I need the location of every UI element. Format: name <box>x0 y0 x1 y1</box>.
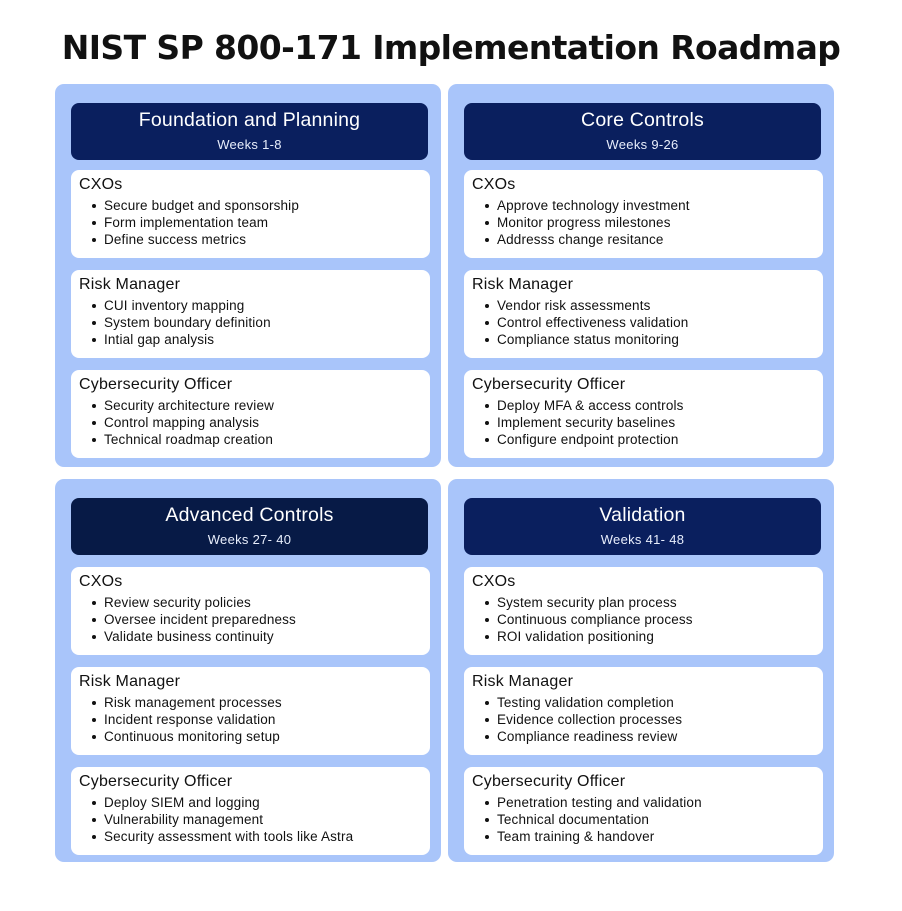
phase-header <box>71 103 428 160</box>
role-card-risk-manager <box>71 667 430 755</box>
phase-name: Validation <box>599 504 686 526</box>
role-card-cybersecurity-officer <box>71 370 430 458</box>
task-item: Continuous monitoring setup <box>94 728 422 745</box>
role-task-list <box>79 397 422 448</box>
role-task-list <box>79 197 422 248</box>
task-item: Technical documentation <box>487 811 815 828</box>
phase-name: Core Controls <box>581 109 704 131</box>
phase-header <box>464 103 821 160</box>
role-task-list <box>472 297 815 348</box>
task-item: System security plan process <box>487 594 815 611</box>
task-item: CUI inventory mapping <box>94 297 422 314</box>
role-title: Cybersecurity Officer <box>79 376 233 393</box>
phase-header <box>464 498 821 555</box>
role-title: Risk Manager <box>472 673 574 690</box>
phase-weeks: Weeks 1-8 <box>217 137 282 152</box>
role-title: Cybersecurity Officer <box>472 376 626 393</box>
phase-weeks: Weeks 9-26 <box>606 137 679 152</box>
role-task-list <box>472 694 815 745</box>
page-title: NIST SP 800-171 Implementation Roadmap <box>61 28 841 67</box>
task-item: Monitor progress milestones <box>487 214 815 231</box>
task-item: Implement security baselines <box>487 414 815 431</box>
role-card-cybersecurity-officer <box>464 767 823 855</box>
task-item: Continuous compliance process <box>487 611 815 628</box>
role-task-list <box>472 397 815 448</box>
phase-name: Advanced Controls <box>165 504 334 526</box>
phase-panel-advanced-controls <box>55 479 441 862</box>
phase-header <box>71 498 428 555</box>
role-title: CXOs <box>79 573 123 590</box>
task-item: Incident response validation <box>94 711 422 728</box>
role-title: Cybersecurity Officer <box>472 773 626 790</box>
phase-panel-core-controls <box>448 84 834 467</box>
phase-weeks: Weeks 41- 48 <box>600 532 685 547</box>
role-title: CXOs <box>472 573 516 590</box>
role-card-risk-manager <box>71 270 430 358</box>
task-item: ROI validation positioning <box>487 628 815 645</box>
role-title: Risk Manager <box>79 276 181 293</box>
task-item: Define success metrics <box>94 231 422 248</box>
task-item: Security assessment with tools like Astra <box>94 828 422 845</box>
task-item: Evidence collection processes <box>487 711 815 728</box>
task-item: Testing validation completion <box>487 694 815 711</box>
task-item: Compliance readiness review <box>487 728 815 745</box>
role-card-risk-manager <box>464 667 823 755</box>
task-item: Compliance status monitoring <box>487 331 815 348</box>
role-card-cxos <box>71 170 430 258</box>
task-item: Deploy SIEM and logging <box>94 794 422 811</box>
role-card-cybersecurity-officer <box>71 767 430 855</box>
role-title: CXOs <box>472 176 516 193</box>
task-item: Security architecture review <box>94 397 422 414</box>
role-title: Cybersecurity Officer <box>79 773 233 790</box>
phase-panel-foundation-and-planning <box>55 84 441 467</box>
task-item: Validate business continuity <box>94 628 422 645</box>
phase-weeks: Weeks 27- 40 <box>207 532 292 547</box>
role-task-list <box>472 594 815 645</box>
role-task-list <box>472 197 815 248</box>
role-task-list <box>79 297 422 348</box>
task-item: Penetration testing and validation <box>487 794 815 811</box>
role-title: Risk Manager <box>79 673 181 690</box>
task-item: System boundary definition <box>94 314 422 331</box>
task-item: Configure endpoint protection <box>487 431 815 448</box>
role-task-list <box>79 794 422 845</box>
task-item: Team training & handover <box>487 828 815 845</box>
task-item: Approve technology investment <box>487 197 815 214</box>
task-item: Form implementation team <box>94 214 422 231</box>
task-item: Review security policies <box>94 594 422 611</box>
role-task-list <box>79 694 422 745</box>
role-task-list <box>472 794 815 845</box>
role-title: Risk Manager <box>472 276 574 293</box>
task-item: Control effectiveness validation <box>487 314 815 331</box>
task-item: Oversee incident preparedness <box>94 611 422 628</box>
role-title: CXOs <box>79 176 123 193</box>
phase-panel-validation <box>448 479 834 862</box>
task-item: Secure budget and sponsorship <box>94 197 422 214</box>
task-item: Vendor risk assessments <box>487 297 815 314</box>
task-item: Technical roadmap creation <box>94 431 422 448</box>
role-task-list <box>79 594 422 645</box>
task-item: Control mapping analysis <box>94 414 422 431</box>
task-item: Deploy MFA & access controls <box>487 397 815 414</box>
task-item: Vulnerability management <box>94 811 422 828</box>
role-card-cxos <box>464 170 823 258</box>
role-card-risk-manager <box>464 270 823 358</box>
task-item: Intial gap analysis <box>94 331 422 348</box>
role-card-cxos <box>464 567 823 655</box>
role-card-cxos <box>71 567 430 655</box>
task-item: Addresss change resitance <box>487 231 815 248</box>
phase-name: Foundation and Planning <box>138 109 361 131</box>
task-item: Risk management processes <box>94 694 422 711</box>
role-card-cybersecurity-officer <box>464 370 823 458</box>
